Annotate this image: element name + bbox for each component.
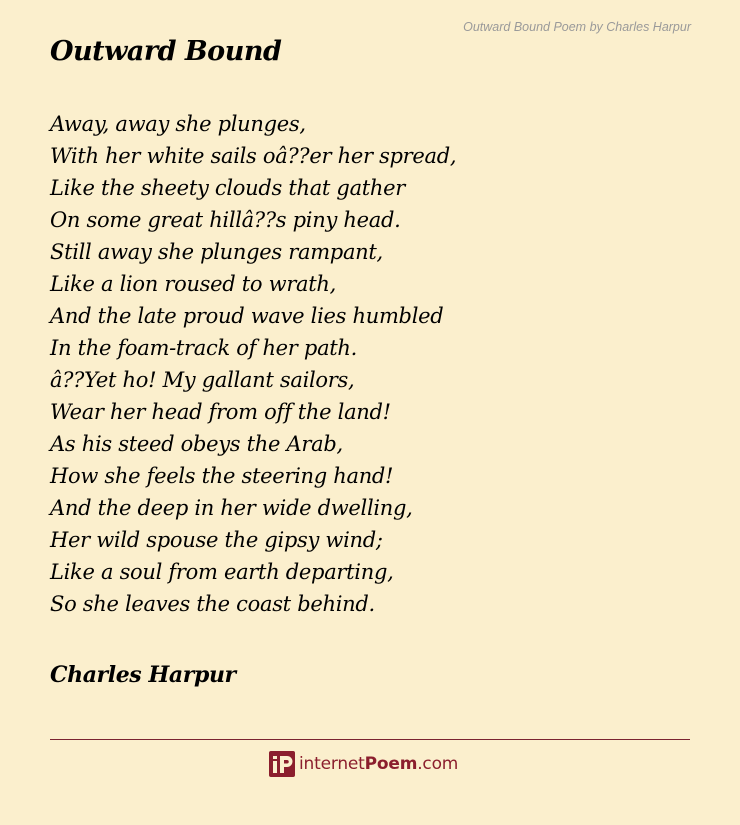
poem-body (50, 108, 456, 620)
poem-caption: Outward Bound Poem by Charles Harpur (463, 20, 691, 34)
poem-line: So she leaves the coast behind. (50, 592, 375, 616)
poem-line: Still away she plunges rampant, (50, 240, 383, 264)
poem-author: Charles Harpur (50, 662, 236, 688)
internetpoem-brand-link[interactable] (269, 750, 458, 778)
poem-line: Like the sheety clouds that gather (50, 176, 406, 200)
footer-divider (50, 739, 690, 740)
brand-part-poem: Poem (364, 754, 418, 774)
poem-line: How she feels the steering hand! (50, 464, 394, 488)
poem-line: As his steed obeys the Arab, (50, 432, 343, 456)
poem-line: And the deep in her wide dwelling, (50, 496, 413, 520)
poem-title: Outward Bound (50, 36, 282, 67)
poem-line: â??Yet ho! My gallant sailors, (50, 368, 355, 392)
internetpoem-wordmark (299, 754, 458, 774)
poem-line: On some great hillâ??s piny head. (50, 208, 401, 232)
poem-line: In the foam-track of her path. (50, 336, 358, 360)
poem-line: And the late proud wave lies humbled (50, 304, 444, 328)
poem-line: With her white sails oâ??er her spread, (50, 144, 457, 168)
brand-part-internet: internet (299, 754, 365, 774)
brand-part-dotcom: .com (417, 754, 459, 774)
poem-line: Like a soul from earth departing, (50, 560, 394, 584)
poem-line: Like a lion roused to wrath, (50, 272, 337, 296)
poem-line: Her wild spouse the gipsy wind; (50, 528, 383, 552)
poem-line: Away, away she plunges, (50, 112, 306, 136)
internetpoem-logo-icon (269, 751, 295, 777)
poem-line: Wear her head from off the land! (50, 400, 391, 424)
